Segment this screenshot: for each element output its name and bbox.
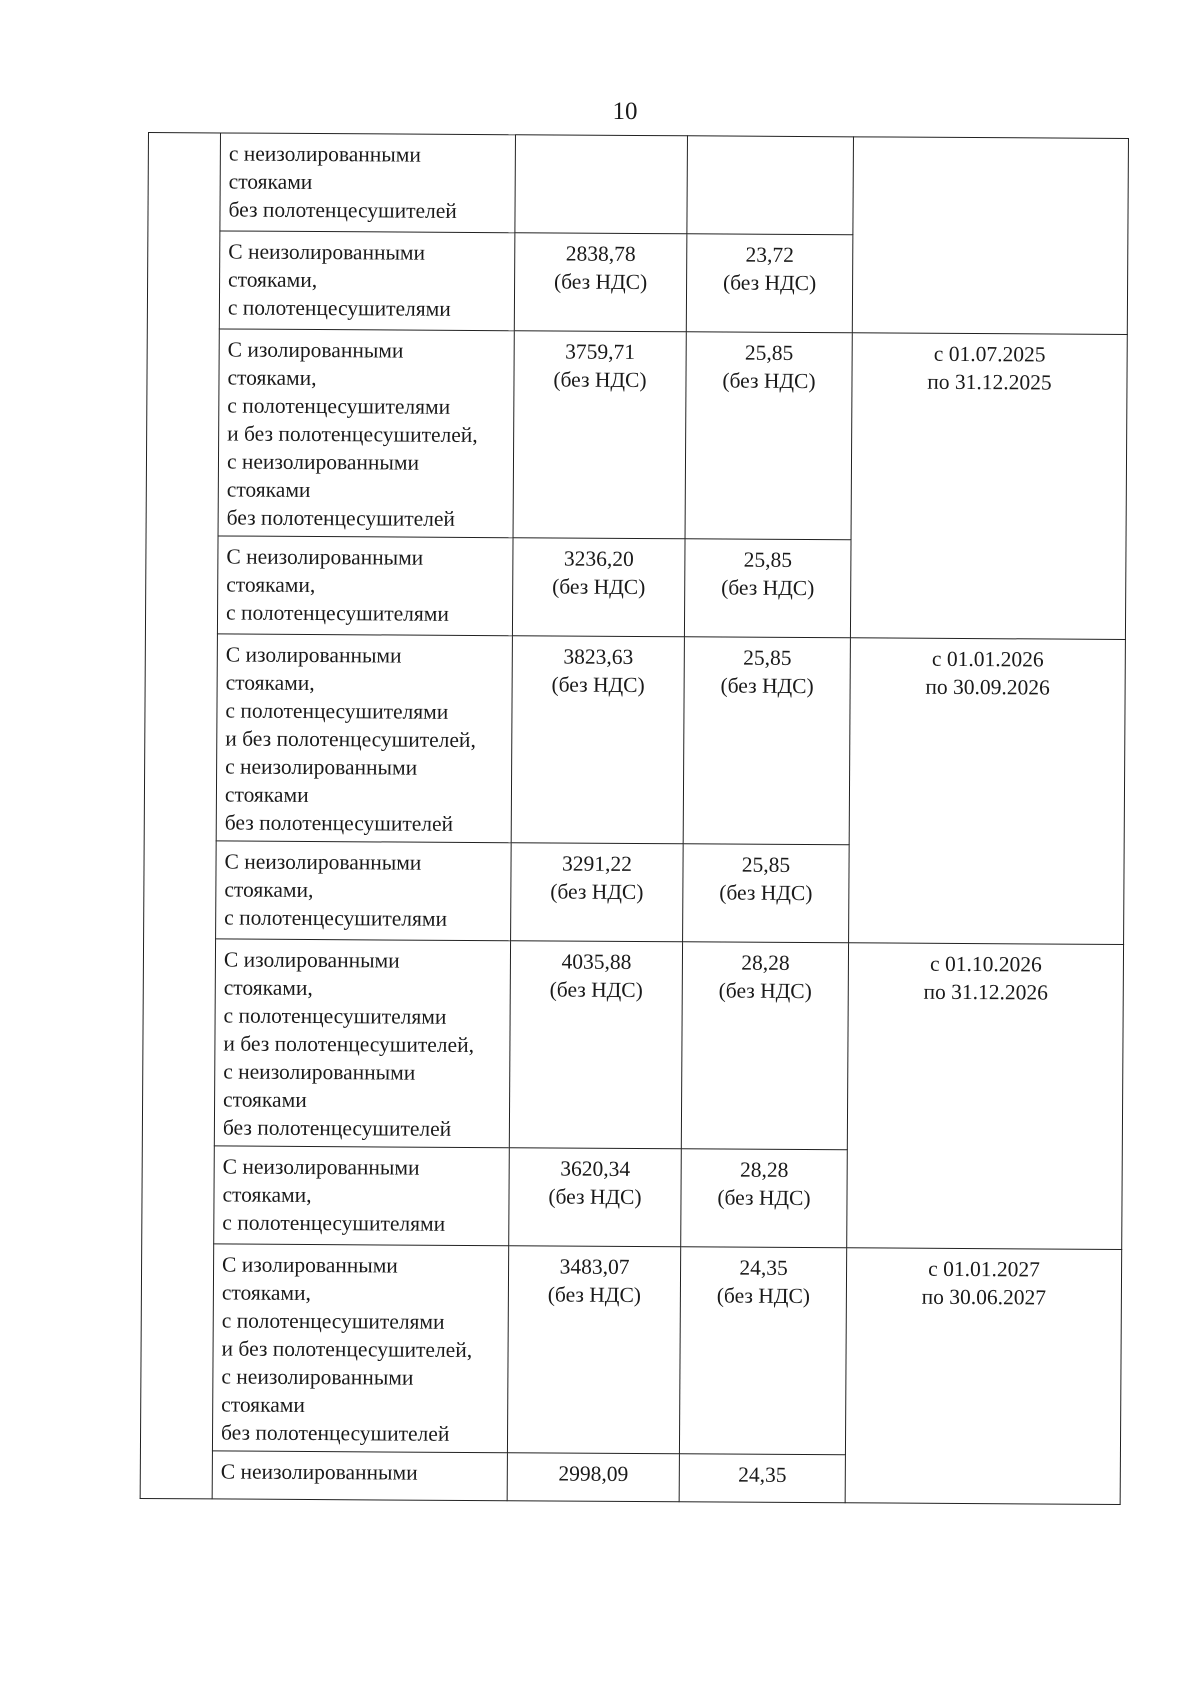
description-cell [219,231,515,331]
description-text: С неизолированными стояками, с полотенцесушителями [224,849,448,931]
description-cell [214,939,510,1148]
description-text: С изолированными стояками, с полотенцесушителями и без полотенцесушителей, с неизолированными стояками без полотенцесушителей [226,337,478,531]
rate-1-value: 3823,63 (без НДС) [551,644,645,698]
rate-1-cell [511,636,684,844]
tariff-table-container [140,132,1128,1505]
description-text: С изолированными стояками, с полотенцесушителями и без полотенцесушителей, с неизолированными стояками без полотенцесушителей [222,947,475,1141]
rate-1-cell [507,1453,679,1502]
period-cell [847,943,1124,1250]
period-text: с 01.10.2026 по 31.12.2026 [923,951,1049,1005]
rate-1-value: 3291,22 (без НДС) [550,851,644,905]
description-cell [217,536,513,636]
description-cell [214,1146,510,1246]
rate-2-cell [687,136,854,235]
description-cell [220,133,516,233]
rate-2-value: 23,72 (без НДС) [722,242,817,296]
rate-2-cell [683,844,850,943]
rate-1-cell [513,331,686,539]
description-text: с неизолированными стояками без полотенцесушителей [228,141,457,223]
rate-1-value: 3759,71 (без НДС) [553,339,647,393]
rate-2-cell [679,1454,845,1503]
description-text: С неизолированными [220,1459,418,1485]
rate-2-value: 25,85 (без НДС) [719,852,813,906]
description-cell [216,634,512,843]
rate-2-cell [683,637,850,845]
rate-1-cell [507,1246,680,1454]
rate-2-cell [681,942,848,1150]
rate-2-cell [681,1149,848,1248]
period-cell [845,1248,1122,1505]
rate-2-value: 24,35 (без НДС) [716,1255,811,1309]
row-number-cell [140,133,220,1499]
rate-1-value: 3620,34 (без НДС) [548,1156,642,1210]
rate-1-cell [512,538,685,637]
rate-1-cell [509,941,682,1149]
rate-1-cell [514,233,687,332]
rate-1-cell [515,135,688,234]
rate-1-value: 3483,07 (без НДС) [547,1254,642,1308]
page-number: 10 [612,98,638,125]
tariff-table [140,132,1129,1505]
period-cell [850,333,1127,640]
rate-1-value: 2838,78 (без НДС) [553,241,648,295]
period-cell-continued [852,137,1128,335]
rate-2-value: 28,28 (без НДС) [717,1157,811,1211]
period-cell [849,638,1126,945]
table-row [140,1243,1121,1456]
rate-2-cell [686,234,853,333]
table-row [146,328,1127,541]
description-cell [212,1451,507,1501]
description-text: С неизолированными стояками, с полотенцесушителями [222,1154,446,1236]
description-cell [218,329,514,538]
description-text: С неизолированными стояками, с полотенцесушителями [225,544,449,626]
rate-2-value: 25,85 (без НДС) [722,340,816,394]
rate-1-value: 4035,88 (без НДС) [549,949,643,1003]
rate-1-value: 3236,20 (без НДС) [552,546,646,600]
description-text: С изолированными стояками, с полотенцесушителями и без полотенцесушителей, с неизолированными стояками без полотенцесушителей [224,642,476,836]
rate-2-value: 25,85 (без НДС) [721,547,815,601]
rate-2-cell [685,332,852,540]
rate-2-value: 24,35 [738,1462,787,1487]
rate-2-cell [679,1247,846,1455]
table-row [144,633,1125,846]
rate-2-value: 28,28 (без НДС) [718,950,812,1004]
description-cell [216,841,512,941]
rate-1-cell [509,1148,682,1247]
table-row [142,938,1123,1151]
rate-2-cell [684,539,851,638]
description-text: С неизолированными стояками, с полотенцесушителями [227,239,451,321]
rate-2-value: 25,85 (без НДС) [720,645,814,699]
period-text: с 01.01.2027 по 30.06.2027 [921,1256,1047,1310]
period-text: с 01.01.2026 по 30.09.2026 [925,646,1050,700]
table-row [148,133,1129,237]
rate-1-value: 2998,09 [558,1461,629,1486]
rate-1-cell [511,843,684,942]
description-cell [212,1244,508,1453]
description-text: С изолированными стояками, с полотенцесушителями и без полотенцесушителей, с неизолированными стояками без полотенцесушителей [220,1252,473,1446]
period-text: с 01.07.2025 по 31.12.2025 [927,341,1052,395]
